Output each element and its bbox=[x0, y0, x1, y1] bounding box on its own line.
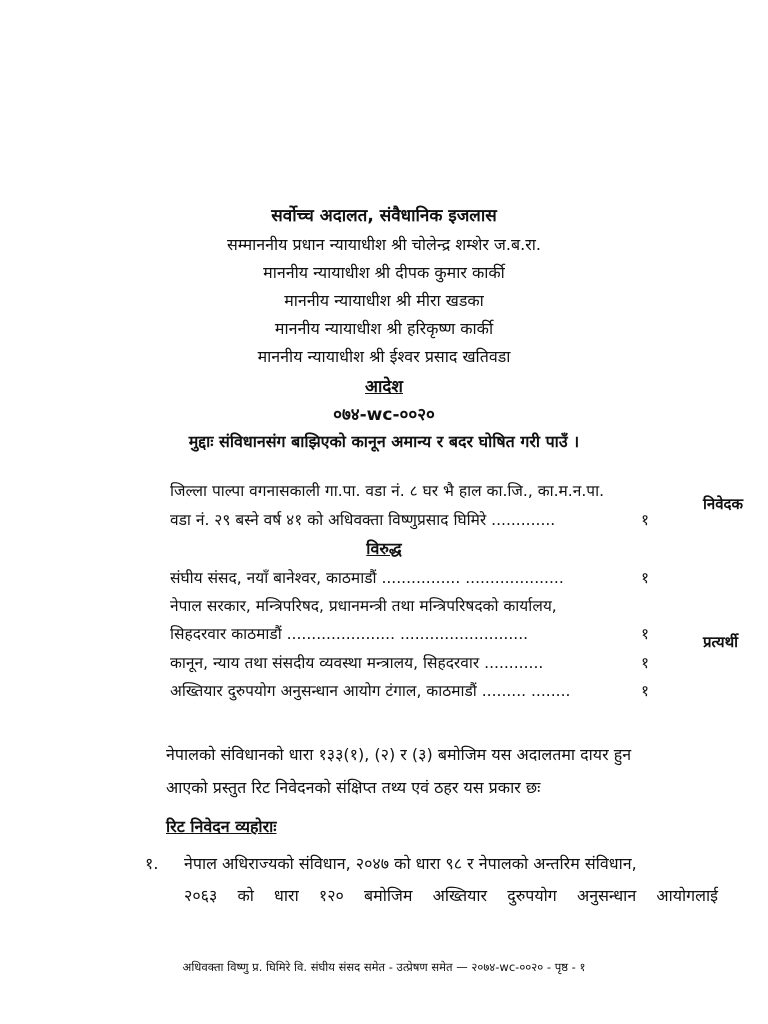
page-footer: अधिवक्ता विष्णु प्र. घिमिरे वि. संघीय संसद समेत - उत्प्रेषण समेत — २०७४-wc-००२० - पृष्ठ - १ bbox=[182, 960, 586, 974]
versus-heading: विरुद्ध bbox=[366, 539, 402, 558]
petitioner-line-1: जिल्ला पाल्पा वगनासकाली गा.पा. वडा नं. ८ घर भै हाल का.जि., का.म.न.पा. bbox=[170, 482, 605, 500]
item-line-2: २०६३ को धारा १२० बमोजिम अख्तियार दुरुपयोग अनुसन्धान आयोगलाई bbox=[184, 886, 718, 905]
case-number: ०७४-wc-००२० bbox=[333, 405, 435, 425]
respondent-count-4: १ bbox=[641, 682, 650, 700]
judge-line-3: माननीय न्यायाधीश श्री मीरा खडका bbox=[284, 291, 484, 310]
order-title: आदेश bbox=[365, 377, 403, 397]
respondent-line-3: सिहदरवार काठमाडौं ...................... .......................... bbox=[170, 625, 529, 643]
intro-line-2: आएको प्रस्तुत रिट निवेदनको संक्षिप्त तथ्य एवं ठहर यस प्रकार छः bbox=[166, 778, 541, 797]
item-line-1: नेपाल अधिराज्यको संविधान, २०४७ को धारा ९८ र नेपालको अन्तरिम संविधान, bbox=[184, 854, 637, 873]
respondent-line-2: नेपाल सरकार, मन्त्रिपरिषद, प्रधानमन्त्री तथा मन्त्रिपरिषदको कार्यालय, bbox=[170, 597, 557, 615]
petitioner-line-2: वडा नं. २९ बस्ने वर्ष ४१ को अधिवक्ता विष्णुप्रसाद घिमिरे ............. bbox=[170, 511, 556, 529]
court-title: सर्वोच्च अदालत, संवैधानिक इजलास bbox=[271, 206, 497, 226]
respondent-line-5: अख्तियार दुरुपयोग अनुसन्धान आयोग टंगाल, काठमाडौं ......... ........ bbox=[170, 682, 571, 700]
item-number: १. bbox=[145, 854, 159, 873]
judge-line-4: माननीय न्यायाधीश श्री हरिकृष्ण कार्की bbox=[274, 319, 494, 338]
petitioner-count: १ bbox=[641, 511, 650, 529]
respondent-count-3: १ bbox=[641, 654, 650, 672]
judge-line-5: माननीय न्यायाधीश श्री ईश्वर प्रसाद खतिवडा bbox=[257, 347, 511, 366]
judge-line-2: माननीय न्यायाधीश श्री दीपक कुमार कार्की bbox=[263, 263, 505, 282]
judge-line-1: सम्माननीय प्रधान न्यायाधीश श्री चोलेन्द्र शम्शेर ज.ब.रा. bbox=[226, 235, 542, 254]
respondent-role-label: प्रत्यर्थी bbox=[703, 633, 739, 651]
respondent-line-1: संघीय संसद, नयाँ बानेश्वर, काठमाडौं ................ .................... bbox=[170, 569, 564, 587]
respondent-line-4: कानून, न्याय तथा संसदीय व्यवस्था मन्त्रालय, सिहदरवार ............ bbox=[170, 654, 544, 672]
respondent-count-2: १ bbox=[641, 625, 650, 643]
intro-line-1: नेपालको संविधानको धारा १३३(१), (२) र (३) बमोजिम यस अदालतमा दायर हुन bbox=[166, 745, 632, 764]
section-heading: रिट निवेदन व्यहोराः bbox=[166, 817, 277, 836]
petitioner-role-label: निवेदक bbox=[703, 495, 744, 513]
respondent-count-1: १ bbox=[641, 569, 650, 587]
case-subject: मुद्दाः संविधानसंग बाझिएको कानून अमान्य र बदर घोषित गरी पाउँ । bbox=[188, 432, 580, 451]
